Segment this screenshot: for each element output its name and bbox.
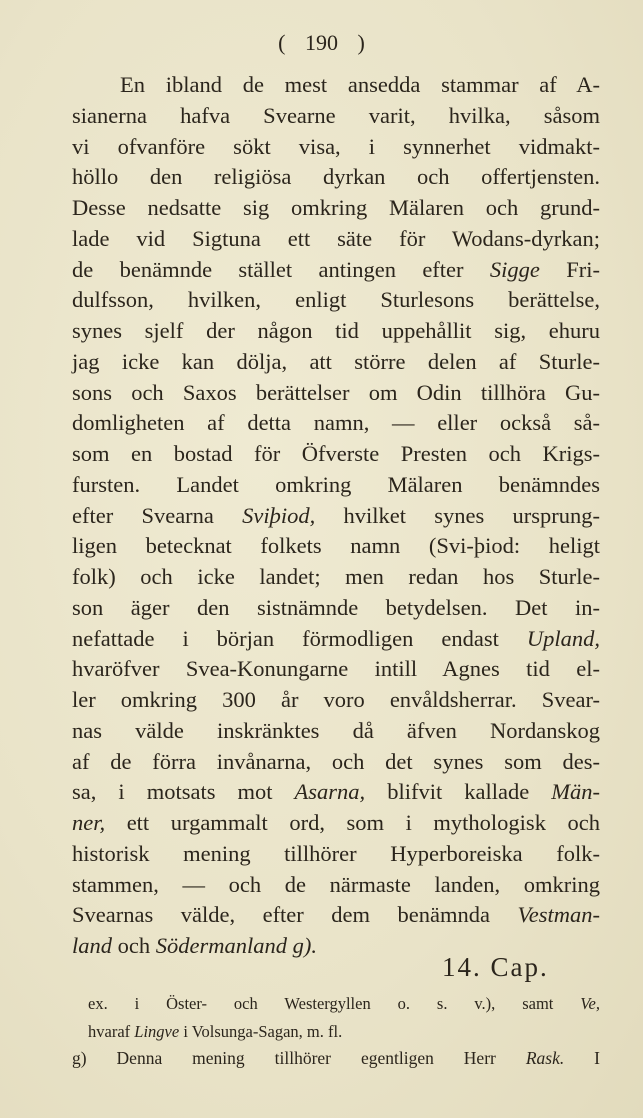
text-line (72, 224, 600, 255)
text-run: de benämnde stället antingen efter (72, 256, 490, 282)
text-line (72, 562, 600, 593)
text-line (72, 470, 600, 501)
text-line (72, 501, 600, 532)
footnote-line (72, 1045, 600, 1073)
italic-text: Upland, (526, 625, 600, 651)
italic-text: Sigge (489, 256, 540, 282)
text-run: En ibland de mest ansedda stammar af A- (120, 72, 600, 97)
text-line (72, 101, 600, 132)
text-run: blifvit kallade (365, 779, 552, 805)
text-run: hvilket synes ursprung- (315, 502, 600, 528)
text-run: lade vid Sigtuna ett säte för Wodans-dyrkan; (72, 225, 600, 251)
text-run: sons och Saxos berättelser om Odin tillhöra Gu- (72, 379, 600, 405)
text-run: jag icke kan dölja, att större delen af Sturle- (72, 348, 600, 374)
text-line (72, 593, 600, 624)
text-run: ett urgammalt ord, som i mythologisk och (105, 810, 600, 835)
text-line (72, 531, 600, 562)
text-run: Desse nedsatte sig omkring Mälaren och grund- (72, 195, 600, 220)
text-run: hvaraf (88, 1021, 135, 1041)
text-run: ler omkring 300 år voro envåldsherrar. Svear- (72, 687, 600, 712)
text-line (72, 439, 600, 470)
text-line (72, 316, 600, 347)
italic-text: Rask. (525, 1048, 565, 1068)
text-line (72, 162, 600, 193)
text-line (72, 685, 600, 716)
text-run: domligheten af detta namn, — eller också så- (72, 410, 600, 436)
page-number: ( 190 ) (278, 30, 365, 55)
text-run: g) Denna mening tillhörer egentligen Herr (72, 1048, 526, 1068)
text-run: folk) och icke landet; men redan hos Sturle- (72, 564, 600, 589)
text-run: I (564, 1048, 601, 1068)
italic-text: ner, (72, 810, 106, 835)
footnote-line (88, 1018, 600, 1046)
text-run: Fri- (539, 256, 600, 282)
italic-text: Vestman- (517, 902, 600, 928)
text-run: som en bostad för Öfverste Presten och Krigs- (72, 441, 600, 466)
text-run: af de förra invånarna, och det synes som des- (72, 748, 600, 774)
italic-text: Asarna, (294, 779, 366, 805)
text-run: dulfsson, hvilken, enligt Sturlesons berättelse, (72, 287, 600, 313)
text-run: ligen betecknat folkets namn (Svi-þiod: heligt (72, 533, 600, 559)
text-line (72, 347, 600, 378)
text-run: vi ofvanföre sökt visa, i synnerhet vidmakt- (72, 133, 600, 159)
text-run: i Volsunga-Sagan, m. fl. (179, 1021, 343, 1041)
text-line (72, 193, 600, 224)
text-run: synes sjelf der någon tid uppehållit sig, ehuru (72, 318, 600, 343)
text-run: sianerna hafva Svearne varit, hvilka, såsom (72, 102, 600, 128)
text-line (72, 716, 600, 747)
body-text (72, 70, 600, 962)
text-run: efter Svearna (72, 502, 243, 528)
text-line (72, 654, 600, 685)
text-line (72, 870, 600, 901)
text-line (72, 378, 600, 409)
italic-text: Sviþiod, (242, 502, 316, 528)
text-run: nefattade i början förmodligen endast (72, 625, 527, 651)
text-run: fursten. Landet omkring Mälaren benämndes (72, 471, 600, 497)
text-line (72, 777, 600, 808)
text-run: Svearnas välde, efter dem benämnda (72, 902, 518, 928)
italic-text: Ve, (580, 994, 600, 1013)
text-line (72, 70, 600, 101)
text-run: hvaröfver Svea-Konungarne intill Agnes tid el- (72, 656, 600, 682)
text-run: stammen, — och de närmaste landen, omkring (72, 871, 600, 897)
text-run: son äger den sistnämnde betydelsen. Det in- (72, 594, 600, 620)
footnotes (72, 990, 601, 1073)
text-line (72, 747, 600, 778)
text-line (72, 132, 600, 163)
text-run: höllo den religiösa dyrkan och offertjensten. (72, 164, 600, 190)
text-line (72, 285, 600, 316)
text-run: historisk mening tillhörer Hyperboreiska folk- (72, 840, 600, 866)
text-run: och (112, 933, 156, 958)
text-line (72, 624, 600, 655)
text-run: sa, i motsats mot (72, 779, 295, 805)
catchword: 14. Cap. (442, 952, 549, 982)
text-run: ex. i Öster- och Westergyllen o. s. v.), samt (88, 994, 581, 1013)
text-line (72, 808, 600, 839)
text-line (72, 900, 600, 931)
text-line (72, 408, 600, 439)
italic-text: Södermanland g). (155, 933, 318, 958)
footnote-line (88, 990, 600, 1018)
text-line (72, 839, 600, 870)
italic-text: Män- (551, 779, 600, 805)
text-run: nas välde inskränktes då äfven Nordanskog (72, 717, 600, 743)
text-line (72, 255, 600, 286)
italic-text: land (72, 933, 113, 958)
italic-text: Lingve (134, 1021, 180, 1041)
